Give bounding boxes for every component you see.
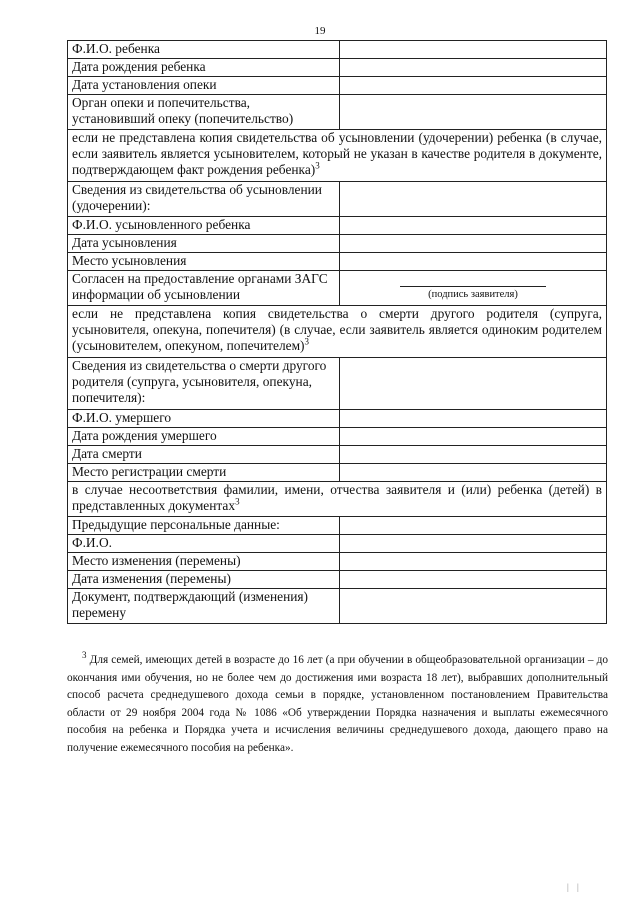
field-guardianship-date[interactable] xyxy=(340,77,607,95)
field-adoption-cert-info[interactable] xyxy=(340,182,607,217)
death-note xyxy=(68,306,607,358)
label-zags-consent: Согласен на предоставление органами ЗАГС информации об усыновлении xyxy=(68,271,340,306)
field-change-place[interactable] xyxy=(340,553,607,571)
footnote-paragraph xyxy=(67,652,608,758)
field-adoption-place[interactable] xyxy=(340,253,607,271)
footnote xyxy=(67,652,608,758)
label-guardianship-date: Дата установления опеки xyxy=(68,77,340,95)
field-adopted-child-name[interactable] xyxy=(340,217,607,235)
field-child-name[interactable] xyxy=(340,41,607,59)
label-previous-personal-data: Предыдущие персональные данные: xyxy=(68,517,340,535)
label-deceased-birth-date: Дата рождения умершего xyxy=(68,428,340,446)
field-guardianship-authority[interactable] xyxy=(340,95,607,130)
row-adoption-place xyxy=(68,253,607,271)
field-previous-personal-data[interactable] xyxy=(340,517,607,535)
page-number: 19 xyxy=(314,25,326,37)
row-previous-personal-data xyxy=(68,517,607,535)
footnote-marker: 3 xyxy=(82,650,87,661)
label-previous-name: Ф.И.О. xyxy=(68,535,340,553)
label-death-registration-place: Место регистрации смерти xyxy=(68,464,340,482)
row-death-registration-place xyxy=(68,464,607,482)
row-mismatch-note xyxy=(68,482,607,517)
row-zags-consent xyxy=(68,271,607,306)
row-death-note xyxy=(68,306,607,358)
label-change-date: Дата изменения (перемены) xyxy=(68,571,340,589)
row-adoption-note xyxy=(68,130,607,182)
scan-mark: | | xyxy=(567,882,582,892)
label-death-date: Дата смерти xyxy=(68,446,340,464)
label-change-place: Место изменения (перемены) xyxy=(68,553,340,571)
row-child-name xyxy=(68,41,607,59)
field-death-date[interactable] xyxy=(340,446,607,464)
application-form-table xyxy=(67,40,607,624)
field-death-cert-info[interactable] xyxy=(340,358,607,410)
row-adopted-child-name xyxy=(68,217,607,235)
field-adoption-date[interactable] xyxy=(340,235,607,253)
label-adoption-date: Дата усыновления xyxy=(68,235,340,253)
row-change-place xyxy=(68,553,607,571)
field-deceased-birth-date[interactable] xyxy=(340,428,607,446)
row-deceased-birth-date xyxy=(68,428,607,446)
field-death-registration-place[interactable] xyxy=(340,464,607,482)
row-adoption-date xyxy=(68,235,607,253)
label-guardianship-authority: Орган опеки и попечительства, установивший опеку (попечительство) xyxy=(68,95,340,130)
death-note-text: если не представлена копия свидетельства о смерти другого родителя (супруга, усыновителя, опекуна, попечителя) (в случае, если заявитель является одиноким родителем (усыновителем, опекуном, попечителем) xyxy=(72,306,602,353)
label-child-name: Ф.И.О. ребенка xyxy=(68,41,340,59)
row-guardianship-authority xyxy=(68,95,607,130)
label-death-cert-info: Сведения из свидетельства о смерти другого родителя (супруга, усыновителя, опекуна, попечителя): xyxy=(68,358,340,410)
row-deceased-name xyxy=(68,410,607,428)
mismatch-note xyxy=(68,482,607,517)
row-change-date xyxy=(68,571,607,589)
row-death-date xyxy=(68,446,607,464)
row-previous-name xyxy=(68,535,607,553)
row-adoption-cert-info xyxy=(68,182,607,217)
signature-caption: (подпись заявителя) xyxy=(428,289,518,300)
label-change-document: Документ, подтверждающий (изменения) перемену xyxy=(68,589,340,624)
field-previous-name[interactable] xyxy=(340,535,607,553)
signature-line xyxy=(400,286,546,287)
mismatch-note-text: в случае несоответствия фамилии, имени, отчества заявителя и (или) ребенка (детей) в представленных документах xyxy=(72,482,602,513)
signature-field[interactable] xyxy=(340,271,607,306)
footnote-text: Для семей, имеющих детей в возрасте до 16 лет (а при обучении в общеобразовательной организации – до окончания ими обучения, но не более чем до достижения ими возраста 18 лет), выбравших дополнительный способ расчета среднедушевого дохода семьи в порядке, установленном постановлением Правительства области от 29 ноября 2004 года № 1086 «Об утверждении Порядка назначения и выплаты ежемесячного пособия на ребенка и Порядка учета и исчисления величины среднедушевого дохода, дающего право на получение ежемесячного пособия на ребенка». xyxy=(67,654,608,754)
label-adoption-place: Место усыновления xyxy=(68,253,340,271)
label-deceased-name: Ф.И.О. умершего xyxy=(68,410,340,428)
label-adoption-cert-info: Сведения из свидетельства об усыновлении (удочерении): xyxy=(68,182,340,217)
field-deceased-name[interactable] xyxy=(340,410,607,428)
row-guardianship-date xyxy=(68,77,607,95)
label-adopted-child-name: Ф.И.О. усыновленного ребенка xyxy=(68,217,340,235)
row-change-document xyxy=(68,589,607,624)
row-death-cert-info xyxy=(68,358,607,410)
field-change-date[interactable] xyxy=(340,571,607,589)
footnote-ref: 3 xyxy=(235,496,240,507)
footnote-ref: 3 xyxy=(315,160,320,171)
label-child-birth-date: Дата рождения ребенка xyxy=(68,59,340,77)
field-child-birth-date[interactable] xyxy=(340,59,607,77)
row-child-birth-date xyxy=(68,59,607,77)
adoption-note-text: если не представлена копия свидетельства об усыновлении (удочерении) ребенка (в случае, если заявитель является усыновителем, который не указан в качестве родителя в документе, подтверждающем факт рождения ребенка) xyxy=(72,130,602,177)
adoption-note xyxy=(68,130,607,182)
footnote-ref: 3 xyxy=(304,336,310,347)
field-change-document[interactable] xyxy=(340,589,607,624)
